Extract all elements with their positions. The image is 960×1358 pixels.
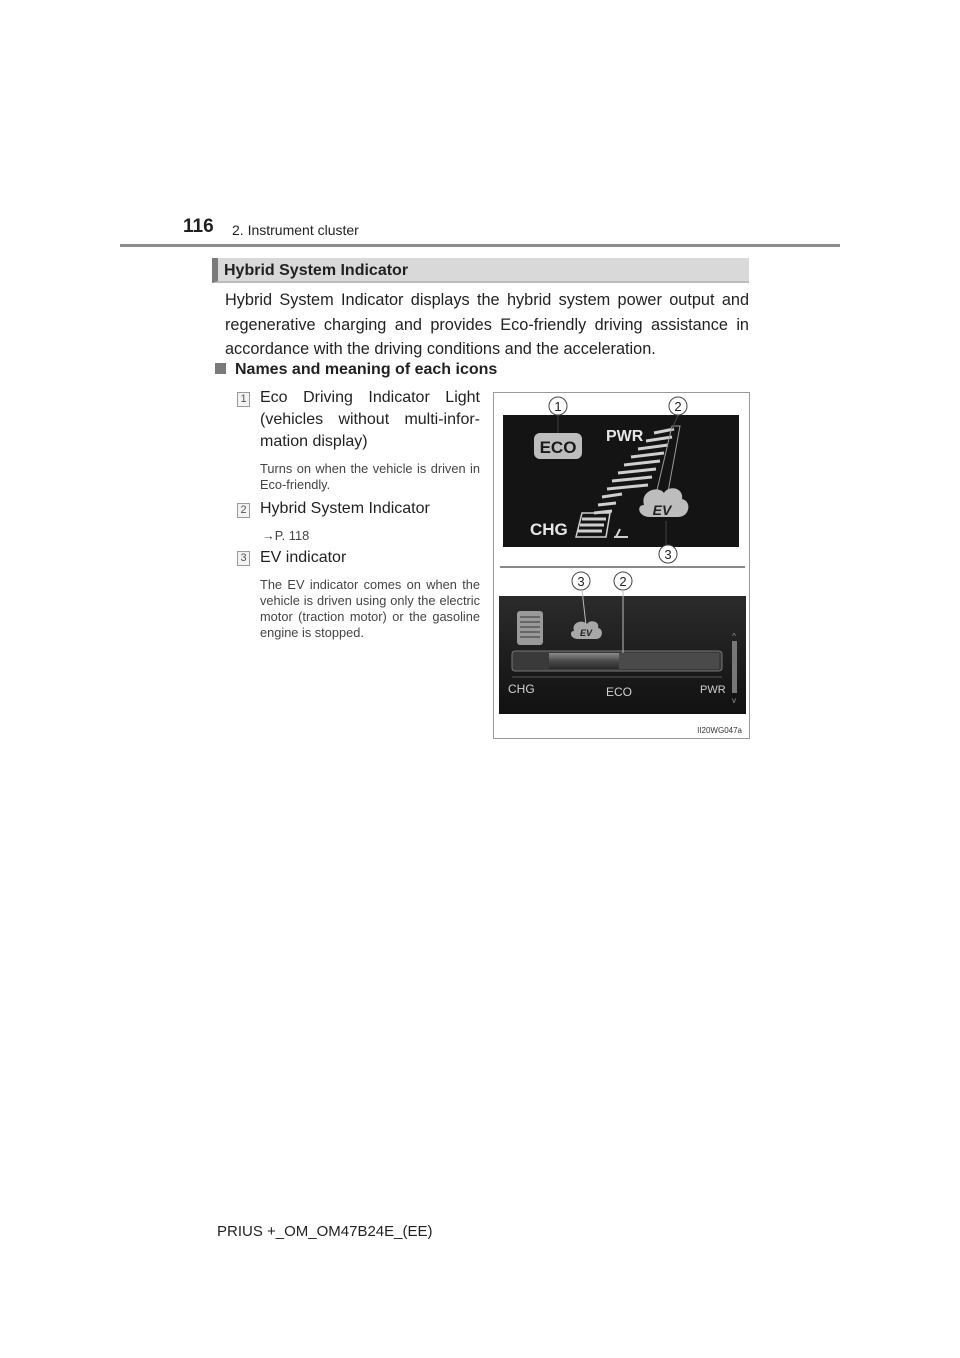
battery-icon xyxy=(517,611,543,645)
callout-1: 1 xyxy=(554,399,562,414)
square-bullet-icon xyxy=(215,363,226,374)
item-number-3-icon: 3 xyxy=(237,551,250,566)
item-number-2-icon: 2 xyxy=(237,503,250,518)
svg-text:v: v xyxy=(732,696,736,705)
svg-text:^: ^ xyxy=(732,632,736,641)
item-1-title: Eco Driving Indicator Light (vehicles without multi-infor-mation display) xyxy=(260,389,480,450)
page-number: 116 xyxy=(183,216,214,237)
ev-label: EV xyxy=(652,502,672,518)
item-3-title: EV indicator xyxy=(260,549,347,566)
ev-label-lower: EV xyxy=(579,628,593,638)
item-3-description: The EV indicator comes on when the vehicle is driven using only the electric motor (traction motor) or the gasoline engine is stopped. xyxy=(260,577,480,640)
running-head: 2. Instrument cluster xyxy=(232,222,359,238)
document-code: PRIUS +_OM_OM47B24E_(EE) xyxy=(217,1223,433,1240)
hybrid-indicator-figure xyxy=(494,393,749,738)
item-1-description: Turns on when the vehicle is driven in Eco-friendly. xyxy=(260,461,480,492)
figure-frame xyxy=(493,392,750,739)
figure-code: II20WG047a xyxy=(697,726,742,735)
chg-label: CHG xyxy=(530,520,568,539)
item-2-description: →P. 118 xyxy=(262,528,310,543)
chg-label-lower: CHG xyxy=(508,682,535,696)
section-title: Hybrid System Indicator xyxy=(224,262,409,279)
callout-3-lower: 3 xyxy=(577,574,585,589)
item-number-1-icon: 1 xyxy=(237,392,250,407)
item-2-title: Hybrid System Indicator xyxy=(260,500,430,517)
pwr-label-lower: PWR xyxy=(700,684,726,696)
header-rule xyxy=(120,244,840,247)
eco-label-lower: ECO xyxy=(606,685,633,699)
subheading xyxy=(215,361,497,379)
eco-label: ECO xyxy=(539,438,577,457)
display-scrollbar xyxy=(732,641,737,693)
callout-3: 3 xyxy=(664,547,672,562)
callout-2-lower: 2 xyxy=(619,574,627,589)
callout-2: 2 xyxy=(674,399,682,414)
subheading-text: Names and meaning of each icons xyxy=(235,361,498,378)
intro-paragraph: Hybrid System Indicator displays the hybrid system power output and regenerative charging and provides Eco-friendly driving assistance in accordance with the driving conditions and the acceleration. xyxy=(225,291,749,358)
pwr-label: PWR xyxy=(606,428,644,445)
